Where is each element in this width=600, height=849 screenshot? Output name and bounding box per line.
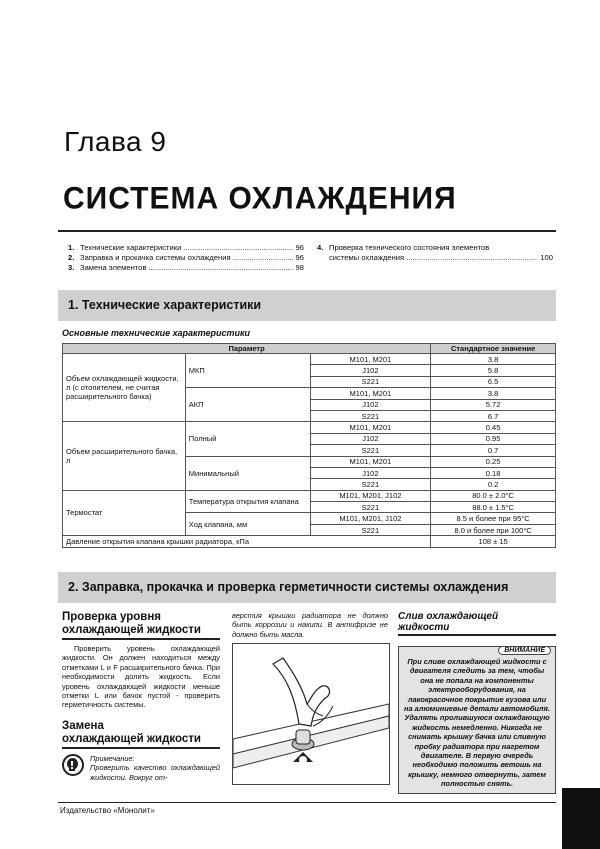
note-text: Проверить качество охлаждающей жидкости. Вокруг от-	[90, 763, 220, 782]
table-row	[63, 490, 556, 501]
model-cell: J102	[310, 433, 431, 444]
publisher-footer: Издательство «Монолит»	[60, 806, 155, 815]
note-icon	[62, 754, 84, 776]
subsection-heading: Слив охлаждающей жидкости	[398, 611, 556, 636]
model-cell: S221	[310, 479, 431, 490]
value-cell: 0.45	[431, 422, 556, 433]
column-3	[398, 611, 556, 794]
model-cell: S221	[310, 410, 431, 421]
page-edge-tab	[562, 788, 600, 849]
table-row	[63, 536, 556, 547]
column-1	[62, 611, 220, 782]
value-cell: 8.0 и более при 100°C	[431, 524, 556, 535]
model-cell: M101, M201	[310, 388, 431, 399]
section-title: 1. Технические характеристики	[68, 298, 262, 312]
note-label: Примечание:	[90, 753, 135, 763]
title-divider	[58, 230, 556, 232]
model-cell: M101, M201, J102	[310, 490, 431, 501]
param-cell: Давление открытия клапана крышки радиатора, кПа	[63, 536, 431, 547]
value-cell: 6.5	[431, 376, 556, 387]
model-cell: M101, M201, J102	[310, 513, 431, 524]
value-cell: 0.7	[431, 445, 556, 456]
subsection-heading: Проверка уровня охлаждающей жидкости	[62, 611, 220, 640]
param-cell: Объем охлаждающей жидкости, л (с отопителем, не считая расширительного бачка)	[63, 354, 186, 422]
value-cell: 0.25	[431, 456, 556, 467]
subsection-heading: Замена охлаждающей жидкости	[62, 720, 220, 749]
value-cell: 3.8	[431, 388, 556, 399]
toc-item[interactable]: 1. Технические характеристики ..... 96	[68, 243, 304, 253]
table-header: Стандартное значение	[431, 344, 556, 354]
toc-right[interactable]	[317, 243, 553, 263]
model-cell: S221	[310, 445, 431, 456]
toc-item[interactable]: 3. Замена элементов ..... 98	[68, 263, 304, 273]
warning-label: ВНИМАНИЕ	[498, 646, 551, 655]
warning-text: При сливе охлаждающей жидкости с двигателя следить за тем, чтобы она не попала на компоненты электрооборудования, на лакокрасочное покрытие кузова или на алюминиевые детали автомобиля. Удалять пролившуюся охлаждающую жидкость немедленно. Никогда не снимать крышку бачка или сливную пробку радиатора при нагретом двигателе. В первую очередь необходимо положить ветошь на крышку, немного отвернуть, затем полностью снять.	[404, 657, 550, 789]
toc-text: Проверка технического состояния элементов	[329, 243, 490, 252]
toc-item[interactable]: 2. Заправка и прокачка системы охлаждения ..... 96	[68, 253, 304, 263]
toc-num: 4.	[317, 243, 324, 252]
value-cell: 5.72	[431, 399, 556, 410]
column-2-text: верстия крышки радиатора не должно быть коррозии и накипи. В антифризе не должно быть масла.	[232, 611, 388, 639]
param-cell: Полный	[185, 422, 310, 456]
model-cell: M101, M201	[310, 354, 431, 365]
value-cell: 6.7	[431, 410, 556, 421]
toc-text: системы охлаждения .....	[329, 253, 538, 263]
param-cell: МКП	[185, 354, 310, 388]
model-cell: M101, M201	[310, 422, 431, 433]
model-cell: S221	[310, 376, 431, 387]
value-cell: 80.0 ± 2.0°C	[431, 490, 556, 501]
model-cell: M101, M201	[310, 456, 431, 467]
table-row	[63, 422, 556, 433]
param-cell: Объем расширительного бачка, л	[63, 422, 186, 490]
value-cell: 5.8	[431, 365, 556, 376]
param-cell: Термостат	[63, 490, 186, 536]
value-cell: 88.0 ± 1.5°C	[431, 502, 556, 513]
radiator-cap-illustration	[232, 643, 390, 785]
param-cell: Температура открытия клапана	[185, 490, 310, 513]
note-block	[62, 754, 220, 782]
spec-table	[62, 343, 556, 548]
param-cell: Ход клапана, мм	[185, 513, 310, 536]
chapter-label: Глава 9	[64, 126, 167, 157]
warning-box	[398, 646, 556, 794]
table-caption: Основные технические характеристики	[62, 328, 251, 338]
table-header: Параметр	[63, 344, 431, 354]
value-cell: 0.2	[431, 479, 556, 490]
param-cell: Минимальный	[185, 456, 310, 490]
model-cell: J102	[310, 467, 431, 478]
toc-page: 100	[540, 253, 553, 262]
section-title: 2. Заправка, прокачка и проверка герметичности системы охлаждения	[68, 580, 509, 594]
section-header-2	[58, 572, 556, 603]
model-cell: S221	[310, 502, 431, 513]
table-row	[63, 354, 556, 365]
toc-left	[68, 243, 304, 273]
model-cell: S221	[310, 524, 431, 535]
param-cell: АКП	[185, 388, 310, 422]
model-cell: J102	[310, 365, 431, 376]
footer-divider	[58, 802, 556, 803]
section-header-1	[58, 290, 556, 321]
value-cell: 8.5 и более при 95°C	[431, 513, 556, 524]
body-paragraph: Проверить уровень охлаждающей жидкости. Он должен находиться между отметками L и F расширительного бачка. При необходимости долить жидкость. Если уровень охлаждающей жидкости меньше отметки L или бачок пустой - проверить герметичность системы.	[62, 644, 220, 710]
value-cell: 0.18	[431, 467, 556, 478]
page-title: СИСТЕМА ОХЛАЖДЕНИЯ	[63, 181, 457, 216]
model-cell: J102	[310, 399, 431, 410]
value-cell: 108 ± 15	[431, 536, 556, 547]
value-cell: 3.8	[431, 354, 556, 365]
value-cell: 0.95	[431, 433, 556, 444]
